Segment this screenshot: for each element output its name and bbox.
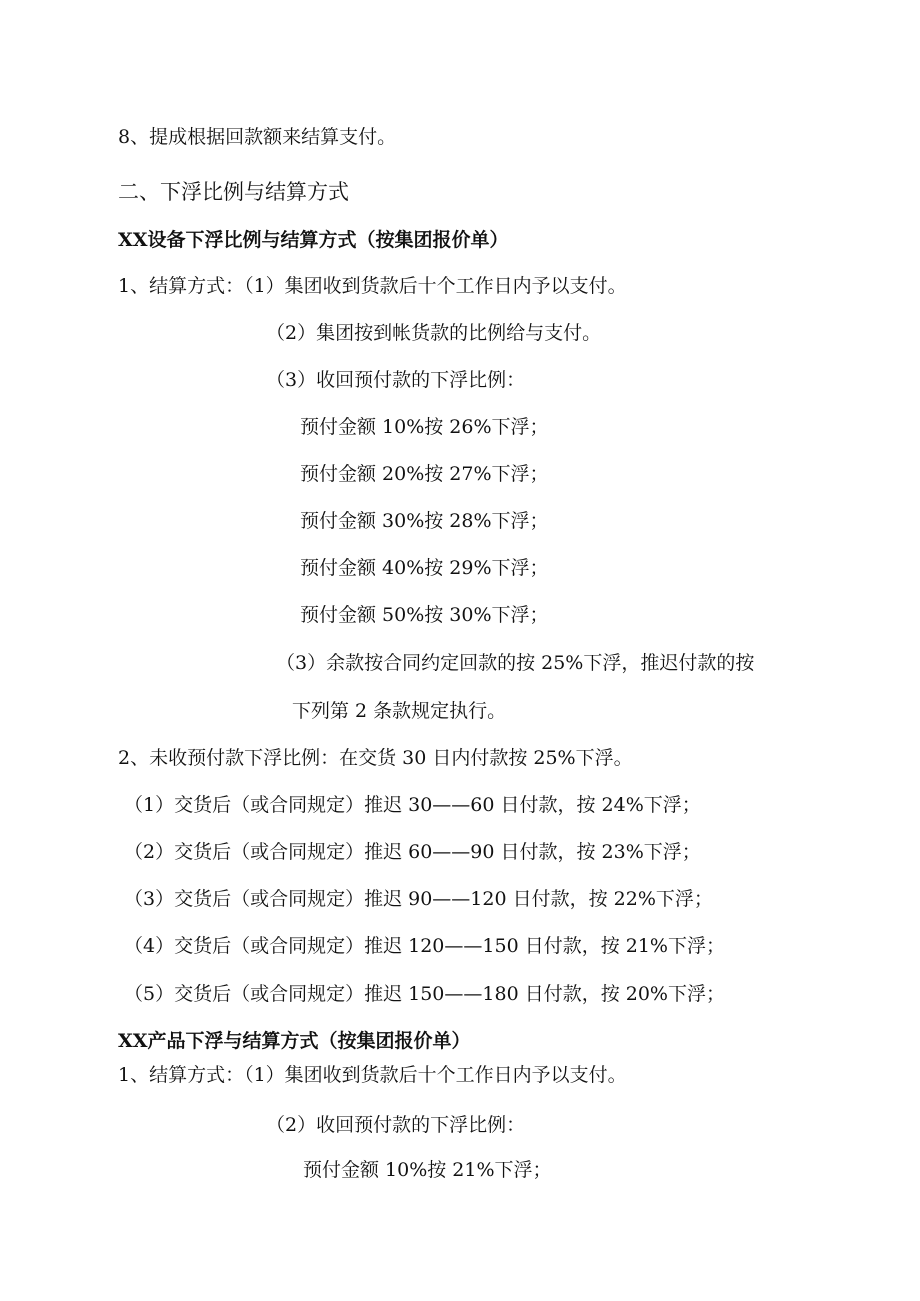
delay-rule-3: （3）交货后（或合同规定）推迟 90——120 日付款，按 22%下浮；	[124, 888, 713, 910]
delay-rule-5: （5）交货后（或合同规定）推迟 150——180 日付款，按 20%下浮；	[124, 983, 725, 1005]
equipment-heading: XX设备下浮比例与结算方式（按集团报价单）	[118, 229, 509, 251]
prepay-rate-20: 预付金额 20%按 27%下浮；	[300, 463, 549, 485]
no-prepay-rule: 2、未收预付款下浮比例：在交货 30 日内付款按 25%下浮。	[118, 747, 633, 769]
product-settlement-line-1: 1、结算方式：（1）集团收到货款后十个工作日内予以支付。	[118, 1064, 627, 1086]
section-heading: 二、下浮比例与结算方式	[118, 180, 349, 204]
paragraph-item-8: 8、提成根据回款额来结算支付。	[118, 126, 397, 148]
prepay-rate-40: 预付金额 40%按 29%下浮；	[300, 557, 549, 579]
balance-rule-line-1: （3）余款按合同约定回款的按 25%下浮，推迟付款的按	[276, 652, 755, 674]
delay-rule-4: （4）交货后（或合同规定）推迟 120——150 日付款，按 21%下浮；	[124, 935, 725, 957]
prepay-rate-50: 预付金额 50%按 30%下浮；	[300, 604, 549, 626]
product-prepay-rate-10: 预付金额 10%按 21%下浮；	[303, 1159, 552, 1181]
equipment-settlement-line-2: （2）集团按到帐货款的比例给与支付。	[266, 322, 602, 344]
balance-rule-line-2: 下列第 2 条款规定执行。	[292, 700, 507, 722]
equipment-settlement-line-1: 1、结算方式：（1）集团收到货款后十个工作日内予以支付。	[118, 275, 627, 297]
prepay-rate-30: 预付金额 30%按 28%下浮；	[300, 510, 549, 532]
equipment-settlement-line-3: （3）收回预付款的下浮比例：	[266, 369, 526, 391]
delay-rule-1: （1）交货后（或合同规定）推迟 30——60 日付款，按 24%下浮；	[124, 794, 701, 816]
product-settlement-line-2: （2）收回预付款的下浮比例：	[266, 1114, 526, 1136]
delay-rule-2: （2）交货后（或合同规定）推迟 60——90 日付款，按 23%下浮；	[124, 841, 701, 863]
prepay-rate-10: 预付金额 10%按 26%下浮；	[300, 416, 549, 438]
product-heading: XX产品下浮与结算方式（按集团报价单）	[118, 1030, 471, 1052]
